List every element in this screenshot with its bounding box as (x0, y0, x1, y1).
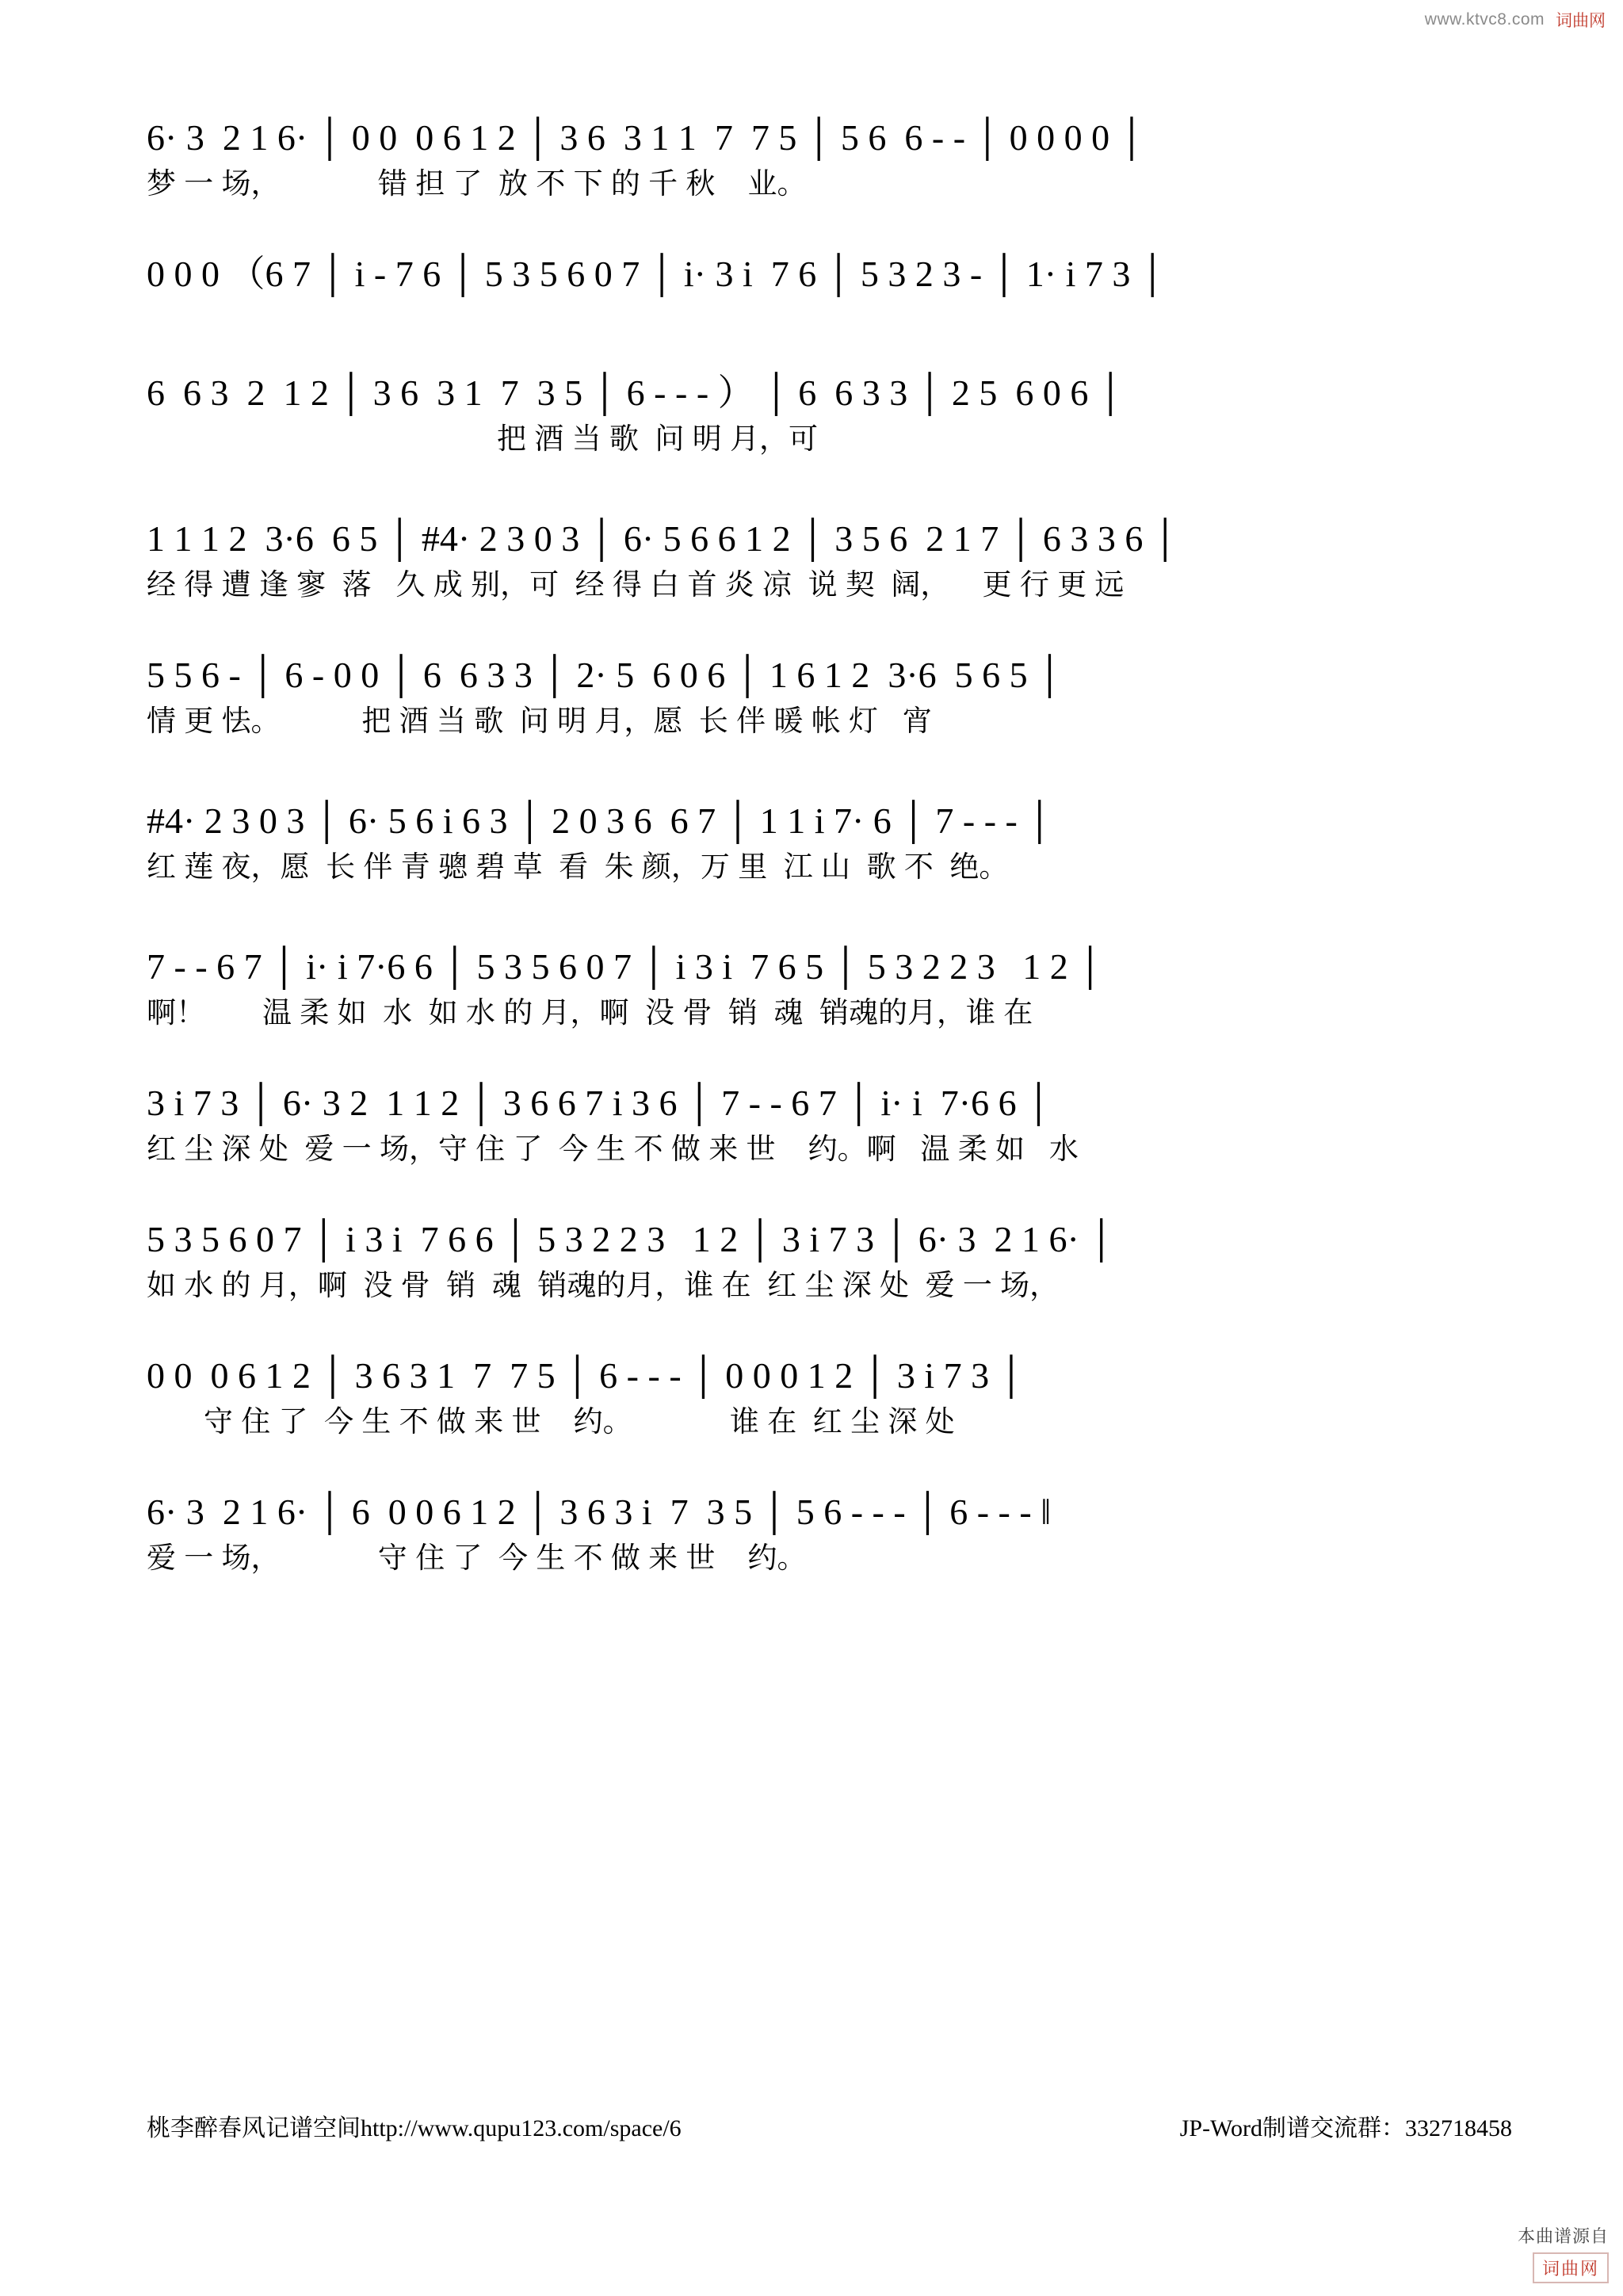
notation-line: 0 0 0 （6 7 │ i - 7 6 │ 5 3 5 6 0 7 │ i· 3 i 7 6 │ 5 3 2 3 - │ 1· i 7 3 │ (147, 254, 1166, 294)
lyrics-line: 红 尘 深 处 爱 一 场，守 住 了 今 生 不 做 来 世 约。啊 温 柔 如 水 (147, 1133, 1079, 1165)
system-spacer (0, 1311, 1623, 1357)
score-system (0, 948, 1623, 1038)
notation-line: 5 5 6 - │ 6 - 0 0 │ 6 6 3 3 │ 2· 5 6 0 6 │ 1 6 1 2 3·6 5 6 5 │ (147, 655, 1063, 695)
score-system (0, 520, 1623, 610)
notation-line: 0 0 0 6 1 2 │ 3 6 3 1 7 7 5 │ 6 - - - │ 0 0 0 1 2 │ 3 i 7 3 │ (147, 1355, 1025, 1396)
lyrics-line: 把 酒 当 歌 问 明 月，可 (147, 422, 818, 455)
score-system (0, 119, 1623, 209)
system-spacer (0, 464, 1623, 520)
notation-line: #4· 2 3 0 3 │ 6· 5 6 i 6 3 │ 2 0 3 6 6 7 │ 1 1 i 7· 6 │ 7 - - - │ (147, 800, 1052, 841)
notation-line: 7 - - 6 7 │ i· i 7·6 6 │ 5 3 5 6 0 7 │ i 3 i 7 6 5 │ 5 3 2 2 3 1 2 │ (147, 946, 1103, 987)
score-system (0, 374, 1623, 464)
lyrics-line: 梦 一 场， 错 担 了 放 不 下 的 千 秋 业。 (147, 167, 807, 200)
credits-left-text: 桃李醉春风记谱空间http://www.qupu123.com/space/6 (147, 2115, 682, 2141)
system-spacer (0, 346, 1623, 374)
watermark-brand-text: 词曲网 (1556, 12, 1606, 30)
watermark-brand-badge: 词曲网 (1533, 2252, 1609, 2283)
score-system (0, 1084, 1623, 1175)
score-system (0, 802, 1623, 892)
system-spacer (0, 1447, 1623, 1493)
lyrics-line: 如 水 的 月，啊 没 骨 销 魂 销魂的月，谁 在 红 尘 深 处 爱 一 场， (147, 1269, 1060, 1301)
lyrics-line: 守 住 了 今 生 不 做 来 世 约。 谁 在 红 尘 深 处 (147, 1405, 955, 1438)
notation-line: 3 i 7 3 │ 6· 3 2 1 1 2 │ 3 6 6 7 i 3 6 │ 7 - - 6 7 │ i· i 7·6 6 │ (147, 1083, 1052, 1123)
lyrics-line: 爱 一 场， 守 住 了 今 生 不 做 来 世 约。 (147, 1541, 807, 1574)
score-system (0, 255, 1623, 346)
notation-line: 5 3 5 6 0 7 │ i 3 i 7 6 6 │ 5 3 2 2 3 1 2 │ 3 i 7 3 │ 6· 3 2 1 6· │ (147, 1219, 1114, 1259)
lyrics-line (147, 304, 1465, 346)
system-spacer (0, 892, 1623, 948)
system-spacer (0, 1175, 1623, 1221)
score-system (0, 656, 1623, 747)
lyrics-line: 经 得 遭 逢 寥 落 久 成 别，可 经 得 白 首 炎 凉 说 契 阔， 更 行 更 远 (147, 568, 1125, 601)
credits-right-text: JP-Word制谱交流群：332718458 (1179, 2115, 1512, 2141)
watermark-source-text: 本曲谱源自 (1517, 2226, 1609, 2246)
score-system (0, 1221, 1623, 1311)
notation-line: 6 6 3 2 1 2 │ 3 6 3 1 7 3 5 │ 6 - - - ） │ 6 6 3 3 │ 2 5 6 0 6 │ (147, 372, 1124, 413)
system-spacer (0, 747, 1623, 802)
system-spacer (0, 1038, 1623, 1084)
lyrics-line: 啊！ 温 柔 如 水 如 水 的 月，啊 没 骨 销 魂 销魂的月，谁 在 (147, 996, 1033, 1029)
lyrics-line: 情 更 怯。 把 酒 当 歌 问 明 月，愿 长 伴 暖 帐 灯 宵 (147, 705, 932, 737)
system-spacer (0, 610, 1623, 656)
system-spacer (0, 209, 1623, 255)
bottom-watermark (1518, 2223, 1609, 2283)
top-watermark (1425, 8, 1606, 32)
notation-line: 1 1 1 2 3·6 6 5 │ #4· 2 3 0 3 │ 6· 5 6 6 1 2 │ 3 5 6 2 1 7 │ 6 3 3 6 │ (147, 518, 1178, 559)
watermark-site-text: www.ktvc8.com (1424, 10, 1545, 29)
lyrics-line: 红 莲 夜，愿 长 伴 青 骢 碧 草 看 朱 颜，万 里 江 山 歌 不 绝。 (147, 850, 1009, 883)
score-system (0, 1493, 1623, 1584)
notation-line: 6· 3 2 1 6· │ 0 0 0 6 1 2 │ 3 6 3 1 1 7 7 5 │ 5 6 6 - - │ 0 0 0 0 │ (147, 117, 1145, 158)
score-body (0, 119, 1623, 1584)
credits-row (0, 2108, 1623, 2143)
score-system (0, 1357, 1623, 1447)
notation-line: 6· 3 2 1 6· │ 6 0 0 6 1 2 │ 3 6 3 i 7 3 5 │ 5 6 - - - │ 6 - - - ‖ (147, 1492, 1052, 1532)
